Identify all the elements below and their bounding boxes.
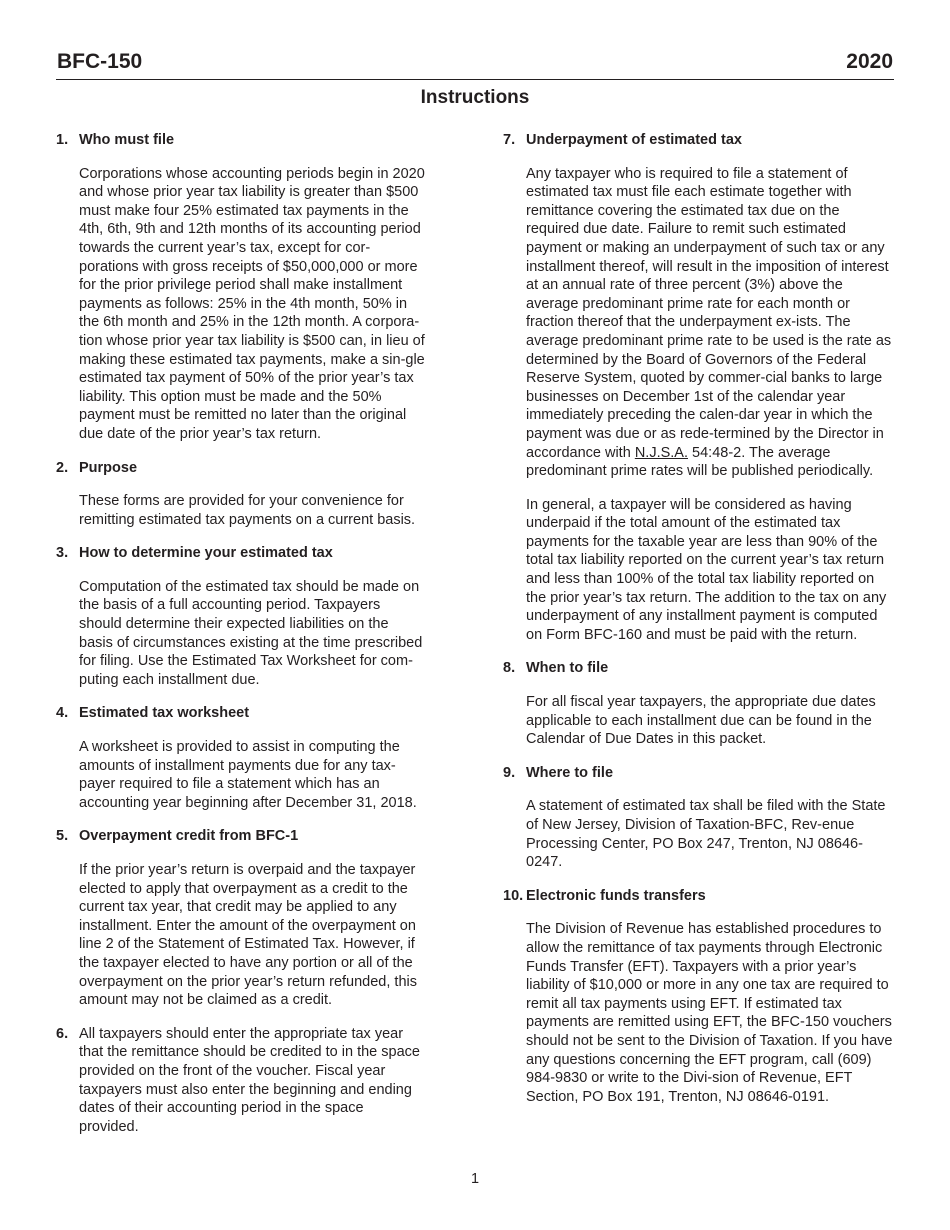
section-title: Electronic funds transfers: [526, 887, 706, 904]
page-title: Instructions: [420, 87, 530, 108]
section-when-to-file: [503, 659, 895, 748]
section-body: If the prior year’s return is overpaid and the taxpayer elected to apply that overpayment as a credit to the current tax year, that credit may be applied to any installment. Enter the amount of the overpayment on line 2 of the Statement of Estimated Tax. However, if the taxpayer elected to have any portion or all of the overpayment on the prior year’s return refunded, this amount may not be claimed as a credit.: [79, 862, 417, 1009]
section-body: The Division of Revenue has established procedures to allow the remittance of tax payments through Electronic Funds Transfer (EFT). Taxpayers with a prior year’s liability of $10,000 or more in any one tax are required to remit all tax payments using EFT. If estimated tax payments are remitted using EFT, the BFC-150 vouchers should not be sent to the Division of Taxation. If you have any questions concerning the EFT program, call (609) 984-9830 or write to the Divi-sion of Revenue, EFT Section, PO Box 191, Trenton, NJ 08646-0191.: [526, 921, 893, 1105]
statute-reference: N.J.S.A.: [634, 444, 688, 461]
section-number: 2.: [56, 459, 69, 476]
section-number: 1.: [56, 132, 69, 148]
section-title: Underpayment of estimated tax: [526, 132, 742, 148]
section-body: A worksheet is provided to assist in computing the amounts of installment payments due for any tax-payer required to file a statement which has an accounting year beginning after December 31, 2018.: [79, 739, 417, 811]
right-column: [503, 131, 895, 1121]
section-title: How to determine your estimated tax: [79, 545, 333, 562]
section-body: These forms are provided for your convenience for remitting estimated tax payments on a current basis.: [79, 493, 416, 528]
section-estimated-tax-worksheet: [56, 704, 426, 812]
section-underpayment: [503, 131, 895, 644]
section-title: When to file: [526, 660, 609, 677]
section-title: Who must file: [79, 132, 175, 148]
form-number: BFC-150: [57, 50, 143, 73]
section-body: [526, 165, 895, 481]
section-number: 3.: [56, 545, 69, 562]
section-body-text: Any taxpayer who is required to file a statement of estimated tax must file each estimate together with remittance covering the estimated tax due on the required due date. Failure to remit such estimated payment or making an underpayment of such tax or any installment thereof, will result in the imposition of interest at an annual rate of three percent (3%) above the average predominant prime rate for each month or fraction thereof that the underpayment ex-ists. The average predominant prime rate to be used is the rate as determined by the Board of Governors of the Federal Reserve System, quoted by commer-cial banks to large businesses on December 1st of the calendar year immediately preceding the calen-dar year in which the payment was due or as rede-termined by the Director in accordance with: [526, 165, 892, 461]
section-title: Estimated tax worksheet: [79, 705, 250, 722]
section-body: For all fiscal year taxpayers, the appropriate due dates applicable to each installment due can be found in the Calendar of Due Dates in this packet.: [526, 694, 876, 748]
section-number: 9.: [503, 764, 516, 781]
section-body: Computation of the estimated tax should be made on the basis of a full accounting period. Taxpayers should determine their expected liabilities on the basis of circumstances existing at the time prescribed for filing. Use the Estimated Tax Worksheet for com-puting each installment due.: [79, 578, 423, 688]
section-body: All taxpayers should enter the appropriate tax year that the remittance should be credited to in the space provided on the front of the voucher. Fiscal year taxpayers must also enter the beginning and ending dates of their accounting period in the space provided.: [79, 1025, 420, 1135]
section-number: 7.: [503, 132, 516, 148]
section-determine-estimated-tax: [56, 544, 426, 689]
form-year: 2020: [846, 50, 893, 73]
section-title: Purpose: [79, 459, 138, 476]
section-body-text: 54:48-2. The average predominant prime rates will be published periodically.: [526, 444, 874, 480]
section-tax-year-entry: [56, 1025, 426, 1137]
section-number: 5.: [56, 828, 69, 845]
section-number: 4.: [56, 705, 69, 722]
page-number: 1: [470, 1171, 480, 1187]
section-who-must-file: [56, 131, 426, 444]
section-electronic-funds-transfers: [503, 887, 895, 1107]
section-body-paragraph-2: In general, a taxpayer will be considered as having underpaid if the total amount of the estimated tax payments for the taxable year are less than 90% of the total tax liability reported on the current year’s tax return and less than 100% of the total tax liability reported on the prior year’s tax return. The addition to the tax on any underpayment of any installment payment is computed on Form BFC-160 and must be paid with the return.: [526, 496, 887, 643]
section-body: A statement of estimated tax shall be filed with the State of New Jersey, Division of Taxation-BFC, Rev-enue Processing Center, PO Box 247, Trenton, NJ 08646-0247.: [526, 798, 886, 871]
section-number: 6.: [56, 1025, 69, 1042]
header-rule: [56, 79, 894, 80]
left-column: [56, 131, 426, 1151]
section-title: Overpayment credit from BFC-1: [79, 828, 299, 845]
section-where-to-file: [503, 764, 895, 872]
section-number: 10.: [503, 887, 524, 904]
section-body: Corporations whose accounting periods begin in 2020 and whose prior year tax liability is greater than $500 must make four 25% estimated tax payments in the 4th, 6th, 9th and 12th months of its accounting period towards the current year’s tax, except for cor-porations with gross receipts of $50,000,000 or more for the prior privilege period shall make installment payments as follows: 25% in the 4th month, 50% in the 6th month and 25% in the 12th month. A corpora-tion whose prior year tax liability is $500 can, in lieu of making these estimated tax payments, make a sin-gle estimated tax payment of 50% of the prior year’s tax liability. This option must be made and the 50% payment must be remitted no later than the original due date of the prior year’s tax return.: [79, 165, 425, 442]
section-title: Where to file: [526, 764, 614, 781]
section-purpose: [56, 459, 426, 530]
section-overpayment-credit: [56, 827, 426, 1009]
section-number: 8.: [503, 660, 516, 677]
